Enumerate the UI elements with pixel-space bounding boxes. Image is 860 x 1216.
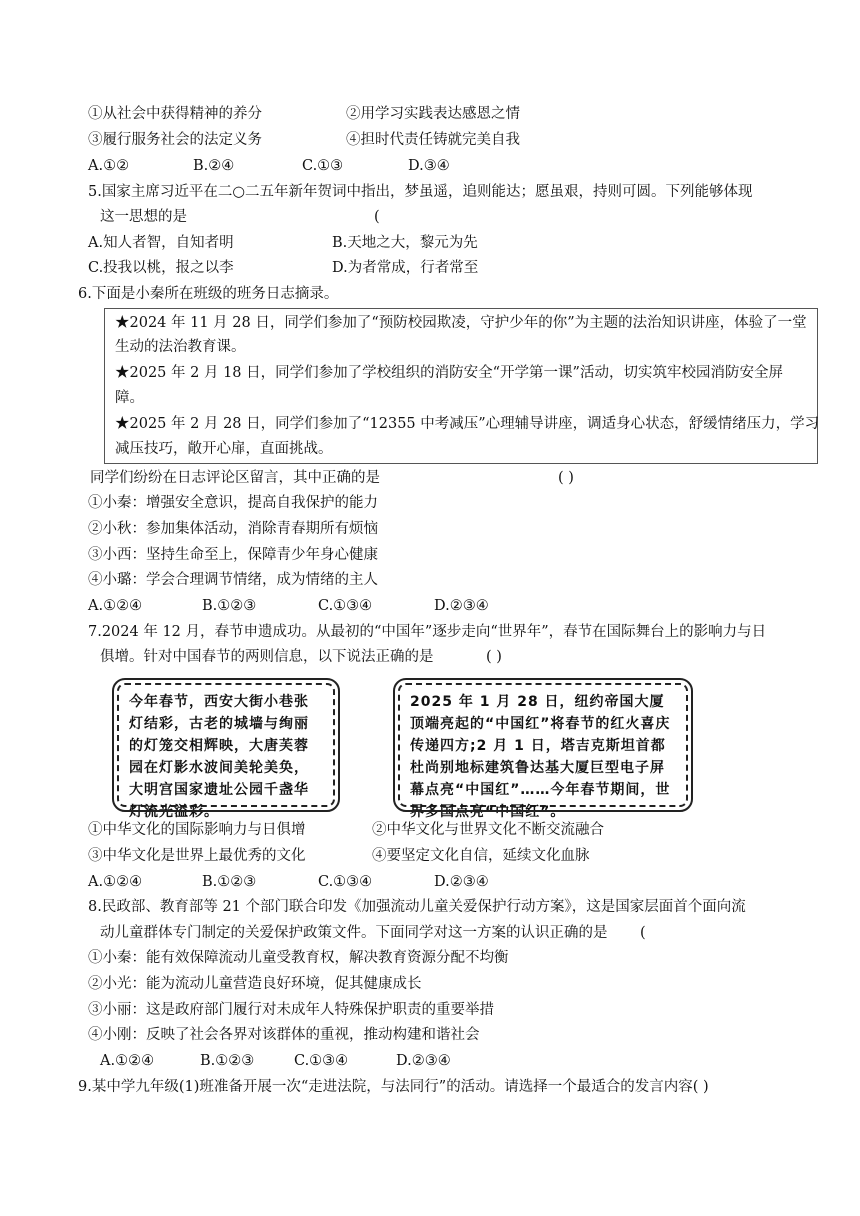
q7-option-d: D.②③④ [434, 874, 489, 890]
q8-option-c: C.①③④ [294, 1053, 349, 1069]
q8-item-3: ③小丽：这是政府部门履行对未成年人特殊保护职责的重要举措 [88, 1002, 494, 1018]
q8-option-d: D.②③④ [396, 1053, 451, 1069]
q8-stem-line-2: 动儿童群体专门制定的关爱保护政策文件。下面同学对这一方案的认识正确的是 [100, 925, 608, 941]
q6-option-b: B.①②③ [202, 598, 257, 614]
q8-option-a: A.①②④ [100, 1053, 155, 1069]
log-entry-1-line-2: 生动的法治教育课。 [115, 339, 246, 355]
q8-answer-bracket: ( [640, 925, 646, 941]
q8-item-1: ①小秦：能有效保障流动儿童受教育权，解决教育资源分配不均衡 [88, 950, 509, 966]
q5-option-c: C.投我以桃，报之以李 [88, 260, 234, 276]
q7-item-3: ③中华文化是世界上最优秀的文化 [88, 848, 306, 864]
q8-stem-line-1: 8.民政部、教育部等 21 个部门联合印发《加强流动儿童关爱保护行动方案》，这是国家层面首个面向流 [88, 899, 746, 915]
q6-option-c: C.①③④ [318, 598, 373, 614]
q6-item-4: ④小璐：学会合理调节情绪，成为情绪的主人 [88, 572, 378, 588]
log-entry-3-line-1: ★2025 年 2 月 28 日，同学们参加了“12355 中考减压”心理辅导讲座，调适身心状态，舒缓情绪压力，学习 [115, 416, 820, 432]
log-entry-3-line-2: 减压技巧，敞开心扉，直面挑战。 [115, 441, 333, 457]
q4-option-b: B.②④ [193, 158, 235, 174]
q7-item-2: ②中华文化与世界文化不断交流融合 [372, 822, 604, 838]
q7-option-c: C.①③④ [318, 874, 373, 890]
q6-item-1: ①小秦：增强安全意识，提高自我保护的能力 [88, 495, 378, 511]
class-log-box [104, 308, 818, 464]
q6-answer-bracket: ( ) [558, 470, 574, 486]
q4-item-3: ③履行服务社会的法定义务 [88, 132, 262, 148]
q8-option-b: B.①②③ [200, 1053, 255, 1069]
q9-stem: 9.某中学九年级(1)班准备开展一次“走进法院，与法同行”的活动。请选择一个最适合的发言内容( ) [78, 1079, 709, 1095]
q4-option-a: A.①② [88, 158, 130, 174]
log-entry-2-line-2: 障。 [115, 390, 144, 406]
q6-stem: 6.下面是小秦所在班级的班务日志摘录。 [78, 286, 339, 302]
q4-option-d: D.③④ [408, 158, 450, 174]
log-entry-1-line-1: ★2024 年 11 月 28 日，同学们参加了“预防校园欺凌，守护少年的你”为主题的法治知识讲座，体验了一堂 [115, 315, 807, 331]
q5-option-a: A.知人者智，自知者明 [88, 235, 234, 251]
q5-stem-line-1: 5.国家主席习近平在二○二五年新年贺词中指出，梦虽遥，追则能达；愿虽艰，持则可圆。下列能够体现 [88, 184, 753, 200]
q8-item-4: ④小刚：反映了社会各界对该群体的重视，推动构建和谐社会 [88, 1027, 480, 1043]
news-card-xian: 今年春节，西安大街小巷张灯结彩，古老的城墙与绚丽的灯笼交相辉映，大唐芙蓉园在灯影水波间美轮美奂，大明宫国家遗址公园千盏华灯流光溢彩。 [117, 683, 335, 807]
q5-stem-line-2: 这一思想的是 [100, 209, 187, 225]
q7-option-b: B.①②③ [202, 874, 257, 890]
q4-item-1: ①从社会中获得精神的养分 [88, 106, 262, 122]
q7-answer-bracket: ( ) [486, 649, 502, 665]
q6-option-a: A.①②④ [88, 598, 143, 614]
q6-question: 同学们纷纷在日志评论区留言，其中正确的是 [90, 470, 380, 486]
q5-option-d: D.为者常成，行者常至 [332, 260, 479, 276]
q7-item-4: ④要坚定文化自信，延续文化血脉 [372, 848, 590, 864]
q6-item-3: ③小西：坚持生命至上，保障青少年身心健康 [88, 547, 378, 563]
q6-item-2: ②小秋：参加集体活动，消除青春期所有烦恼 [88, 521, 378, 537]
q5-option-b: B.天地之大，黎元为先 [332, 235, 478, 251]
q4-item-4: ④担时代责任铸就完美自我 [346, 132, 520, 148]
news-card-china-red: 2025 年 1 月 28 日，纽约帝国大厦顶端亮起的“中国红”将春节的红火喜庆传递四方;2 月 1 日，塔吉克斯坦首都杜尚别地标建筑鲁达基大厦巨型电子屏幕点亮“中国红”……今年春节期间，世界多国点亮“中国红”。 [398, 683, 688, 807]
q7-stem-line-2: 俱增。针对中国春节的两则信息，以下说法正确的是 [100, 649, 434, 665]
q8-item-2: ②小光：能为流动儿童营造良好环境，促其健康成长 [88, 976, 422, 992]
q7-option-a: A.①②④ [88, 874, 143, 890]
q7-item-1: ①中华文化的国际影响力与日俱增 [88, 822, 306, 838]
q4-item-2: ②用学习实践表达感恩之情 [346, 106, 520, 122]
q7-stem-line-1: 7.2024 年 12 月，春节申遗成功。从最初的“中国年”逐步走向“世界年”，春节在国际舞台上的影响力与日 [88, 624, 767, 640]
q6-option-d: D.②③④ [434, 598, 489, 614]
log-entry-2-line-1: ★2025 年 2 月 18 日，同学们参加了学校组织的消防安全“开学第一课”活动，切实筑牢校园消防安全屏 [115, 365, 783, 381]
q4-option-c: C.①③ [302, 158, 344, 174]
q5-answer-bracket: ( [374, 209, 380, 225]
